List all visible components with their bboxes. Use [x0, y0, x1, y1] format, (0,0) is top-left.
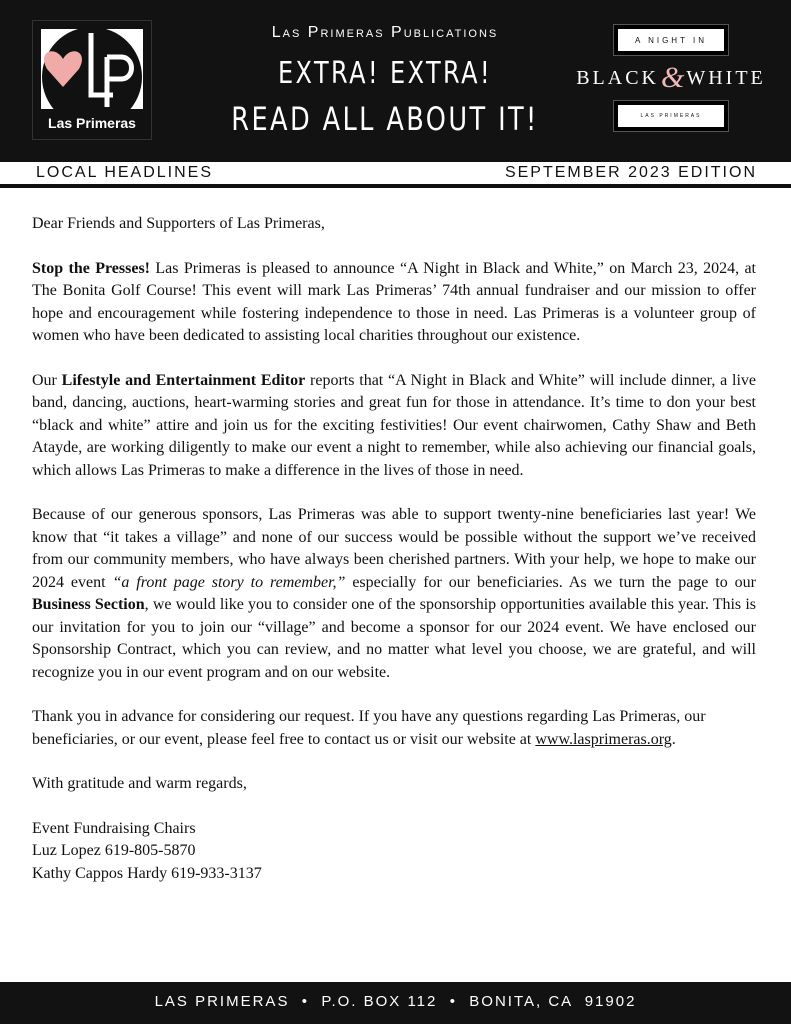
paragraph-sponsors-text-a: Because of our generous sponsors, Las Primeras was able to support twenty-nine beneficiaries last year! We know that “it takes a village” and none of our success would be possible without the support we’ve received from our community members, who have always been cherished partners. With your help, we hope to make our 2024 event: [32, 506, 756, 591]
paragraph-announcement: [32, 258, 756, 348]
paragraph-event-details-text: reports that “A Night in Black and White” will include dinner, a live band, dancing, auctions, heart-warming stories and great fun for those in attendance. It’s time to don your best “black and white” attire and join us for the exciting festivities! Our event chairwomen, Cathy Shaw and Beth Atayde, are working diligently to make our event a night to remember, while also achieving our financial goals, which allows Las Primeras to make a difference in the lives of those in need.: [32, 371, 756, 479]
signer-kathy-cappos-hardy: Kathy Cappos Hardy 619-933-3137: [32, 864, 262, 882]
paragraph-event-details-intro: Our: [32, 371, 62, 389]
footer-address: LAS PRIMERAS • P.O. BOX 112 • BONITA, CA 91902: [154, 993, 637, 1010]
bar-bottom-rule: [0, 184, 791, 188]
paragraph-sponsors: [32, 504, 756, 684]
event-logo-word-black: BLACK: [576, 66, 660, 89]
paragraph-announcement-text: Las Primeras is pleased to announce “A Night in Black and White,” on March 23, 2024, at The Bonita Golf Course! This event will mark Las Primeras’ 74th annual fundraiser and our mission to offer hope and encouragement while fostering independence to those in need. Las Primeras is a volunteer group of women who have been dedicated to assisting local charities throughout our existence.: [32, 259, 757, 344]
stop-the-presses: Stop the Presses!: [32, 259, 150, 277]
event-logo-title: [576, 61, 766, 94]
lifestyle-editor-label: Lifestyle and Entertainment Editor: [61, 371, 306, 389]
event-logo: [576, 20, 766, 138]
greeting: Dear Friends and Supporters of Las Primeras,: [32, 215, 325, 232]
letter-body: [32, 213, 756, 885]
headline-read-all: READ ALL ABOUT IT!: [231, 100, 539, 138]
event-logo-top-box: [613, 24, 729, 56]
las-primeras-logo: [32, 20, 152, 140]
business-section-label: Business Section: [32, 596, 145, 613]
event-logo-top-text: A NIGHT IN: [634, 35, 708, 45]
event-logo-word-white: WHITE: [686, 66, 766, 89]
event-logo-ampersand: &: [661, 61, 685, 94]
footer: [0, 982, 791, 1024]
paragraph-sponsors-text-c: , we would like you to consider one of the sponsorship opportunities available this year. This is our invitation for you to join our “village” and become a sponsor for our 2024 event. We have enclosed our Sponsorship Contract, which you can review, and no matter what level you choose, we are grateful, and will recognize you in our event program and on our website.: [32, 596, 757, 681]
front-page-quote: “a front page story to remember,”: [112, 573, 346, 591]
headline-extra: EXTRA! EXTRA!: [277, 56, 492, 91]
masthead: [0, 0, 791, 160]
edition-label: SEPTEMBER 2023 EDITION: [504, 164, 757, 181]
signature-title: Event Fundraising Chairs: [32, 819, 196, 837]
paragraph-thank-you: [32, 706, 756, 751]
closing: With gratitude and warm regards,: [32, 775, 247, 792]
event-logo-bottom-box: [613, 100, 729, 132]
paragraph-event-details: [32, 370, 756, 483]
signer-luz-lopez: Luz Lopez 619-805-5870: [32, 842, 196, 859]
lp-monogram-icon: [41, 29, 143, 109]
section-label: LOCAL HEADLINES: [36, 164, 214, 181]
logo-caption: Las Primeras: [48, 115, 136, 131]
publication-name: Las Primeras Publications: [271, 24, 499, 41]
paragraph-thank-you-end: .: [671, 730, 676, 748]
website-link[interactable]: www.lasprimeras.org: [535, 730, 672, 748]
paragraph-thank-you-text: Thank you in advance for considering our request. If you have any questions regarding Las Primeras, our beneficiaries, or our event, please feel free to contact us or visit our website at: [32, 708, 706, 748]
bar-top-rule: [0, 160, 791, 162]
event-logo-bottom-text: LAS PRIMERAS: [640, 113, 702, 119]
paragraph-sponsors-text-b: especially for our beneficiaries. As we turn the page to our: [345, 573, 756, 591]
